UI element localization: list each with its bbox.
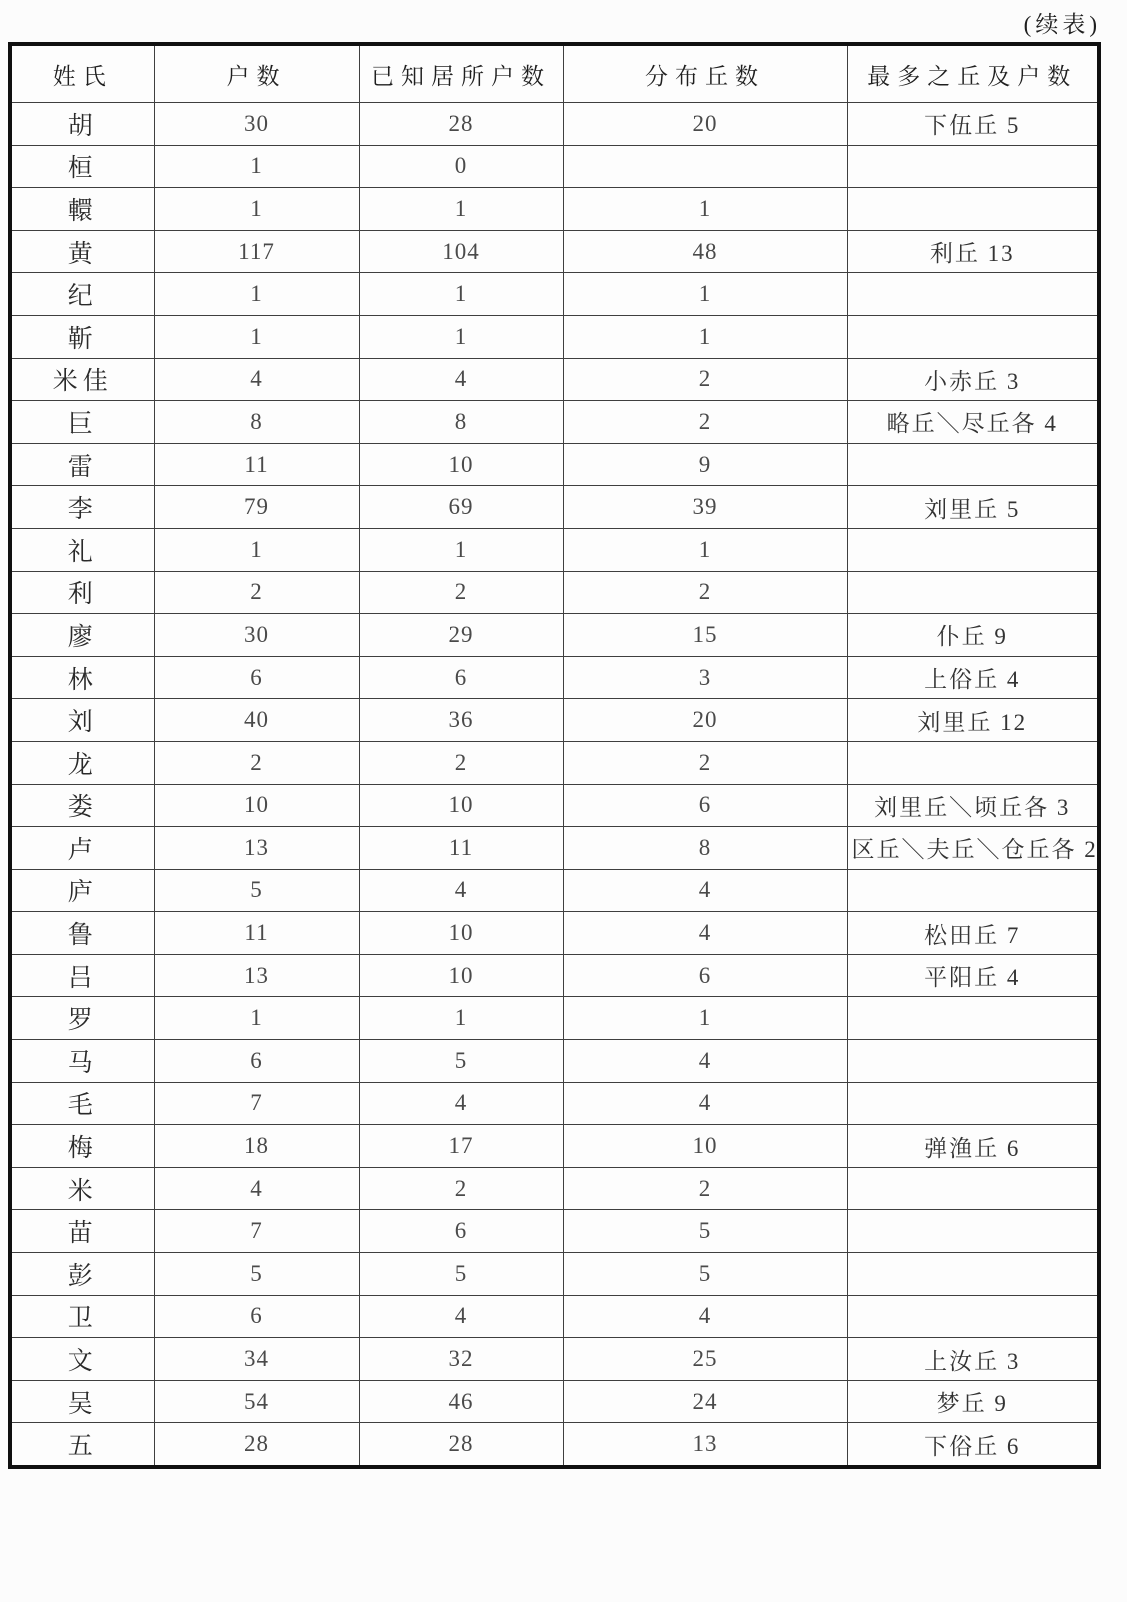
table-row: [10, 912, 1099, 955]
table-row: [10, 571, 1099, 614]
households-cell: 1: [154, 145, 359, 188]
households-cell: 8: [154, 401, 359, 444]
hills-cell: 10: [563, 1125, 847, 1168]
surname-cell: 靳: [10, 315, 154, 358]
table-row: [10, 401, 1099, 444]
known-residence-cell: 5: [359, 1253, 563, 1296]
hills-cell: 20: [563, 103, 847, 146]
hills-cell: 20: [563, 699, 847, 742]
surname-cell: 廖: [10, 614, 154, 657]
known-residence-cell: 4: [359, 358, 563, 401]
surname-cell: 毛: [10, 1082, 154, 1125]
column-header-known-residence: 已知居所户数: [359, 44, 563, 103]
known-residence-cell: 6: [359, 656, 563, 699]
table-row: [10, 1338, 1099, 1381]
hills-cell: 4: [563, 1082, 847, 1125]
known-residence-cell: 10: [359, 912, 563, 955]
table-row: [10, 443, 1099, 486]
known-residence-cell: 1: [359, 997, 563, 1040]
households-cell: 6: [154, 656, 359, 699]
known-residence-cell: 6: [359, 1210, 563, 1253]
top-hill-cell: [847, 273, 1099, 316]
households-cell: 4: [154, 1167, 359, 1210]
table-row: [10, 1253, 1099, 1296]
known-residence-cell: 104: [359, 230, 563, 273]
hills-cell: 5: [563, 1210, 847, 1253]
surname-cell: 彭: [10, 1253, 154, 1296]
top-hill-cell: 刘里丘 5: [847, 486, 1099, 529]
table-row: [10, 784, 1099, 827]
known-residence-cell: 1: [359, 528, 563, 571]
known-residence-cell: 32: [359, 1338, 563, 1381]
households-cell: 6: [154, 1295, 359, 1338]
hills-cell: 3: [563, 656, 847, 699]
known-residence-cell: 2: [359, 571, 563, 614]
top-hill-cell: 利丘 13: [847, 230, 1099, 273]
top-hill-cell: 小赤丘 3: [847, 358, 1099, 401]
households-cell: 79: [154, 486, 359, 529]
surname-cell: 巨: [10, 401, 154, 444]
hills-cell: 24: [563, 1380, 847, 1423]
top-hill-cell: 区丘＼夫丘＼仓丘各 2: [847, 827, 1099, 870]
households-cell: 7: [154, 1082, 359, 1125]
hills-cell: 4: [563, 912, 847, 955]
households-cell: 1: [154, 273, 359, 316]
top-hill-cell: [847, 188, 1099, 231]
hills-cell: 8: [563, 827, 847, 870]
hills-cell: 15: [563, 614, 847, 657]
known-residence-cell: 4: [359, 1082, 563, 1125]
hills-cell: 25: [563, 1338, 847, 1381]
top-hill-cell: 刘里丘 12: [847, 699, 1099, 742]
households-cell: 11: [154, 912, 359, 955]
surname-cell: 鲁: [10, 912, 154, 955]
hills-cell: 4: [563, 1295, 847, 1338]
hills-cell: 13: [563, 1423, 847, 1467]
table-row: [10, 1167, 1099, 1210]
top-hill-cell: 弹渔丘 6: [847, 1125, 1099, 1168]
top-hill-cell: [847, 1295, 1099, 1338]
table-row: [10, 1423, 1099, 1467]
known-residence-cell: 1: [359, 188, 563, 231]
table-row: [10, 954, 1099, 997]
known-residence-cell: 69: [359, 486, 563, 529]
known-residence-cell: 17: [359, 1125, 563, 1168]
households-cell: 117: [154, 230, 359, 273]
households-cell: 30: [154, 614, 359, 657]
column-header-top-hill: 最多之丘及户数: [847, 44, 1099, 103]
surname-cell: 林: [10, 656, 154, 699]
known-residence-cell: 1: [359, 273, 563, 316]
hills-cell: 2: [563, 358, 847, 401]
hills-cell: 6: [563, 954, 847, 997]
top-hill-cell: [847, 1040, 1099, 1083]
column-header-surname: 姓氏: [10, 44, 154, 103]
known-residence-cell: 1: [359, 315, 563, 358]
header-row: [10, 44, 1099, 103]
hills-cell: 1: [563, 528, 847, 571]
households-cell: 2: [154, 741, 359, 784]
surname-cell: 桓: [10, 145, 154, 188]
surname-cell: 米佳: [10, 358, 154, 401]
hills-cell: 4: [563, 1040, 847, 1083]
top-hill-cell: [847, 1082, 1099, 1125]
surname-cell: 罗: [10, 997, 154, 1040]
surname-cell: 刘: [10, 699, 154, 742]
table-row: [10, 273, 1099, 316]
households-cell: 1: [154, 997, 359, 1040]
hills-cell: 9: [563, 443, 847, 486]
table-row: [10, 869, 1099, 912]
known-residence-cell: 4: [359, 869, 563, 912]
top-hill-cell: [847, 145, 1099, 188]
hills-cell: 1: [563, 997, 847, 1040]
table-row: [10, 614, 1099, 657]
surname-cell: 吕: [10, 954, 154, 997]
top-hill-cell: 下俗丘 6: [847, 1423, 1099, 1467]
known-residence-cell: 10: [359, 443, 563, 486]
table-row: [10, 1210, 1099, 1253]
known-residence-cell: 36: [359, 699, 563, 742]
top-hill-cell: [847, 443, 1099, 486]
table-row: [10, 827, 1099, 870]
known-residence-cell: 11: [359, 827, 563, 870]
households-cell: 11: [154, 443, 359, 486]
table-row: [10, 741, 1099, 784]
households-cell: 34: [154, 1338, 359, 1381]
known-residence-cell: 8: [359, 401, 563, 444]
households-cell: 4: [154, 358, 359, 401]
hills-cell: 39: [563, 486, 847, 529]
table-row: [10, 188, 1099, 231]
surname-cell: 龙: [10, 741, 154, 784]
table-row: [10, 486, 1099, 529]
surname-cell: 五: [10, 1423, 154, 1467]
households-cell: 1: [154, 315, 359, 358]
known-residence-cell: 0: [359, 145, 563, 188]
top-hill-cell: [847, 1210, 1099, 1253]
surname-cell: 梅: [10, 1125, 154, 1168]
surname-cell: 利: [10, 571, 154, 614]
top-hill-cell: 仆丘 9: [847, 614, 1099, 657]
table-row: [10, 1040, 1099, 1083]
top-hill-cell: [847, 741, 1099, 784]
households-cell: 13: [154, 954, 359, 997]
households-cell: 1: [154, 528, 359, 571]
surname-cell: 文: [10, 1338, 154, 1381]
households-cell: 30: [154, 103, 359, 146]
top-hill-cell: [847, 869, 1099, 912]
hills-cell: 4: [563, 869, 847, 912]
surname-cell: 卫: [10, 1295, 154, 1338]
top-hill-cell: 刘里丘＼顷丘各 3: [847, 784, 1099, 827]
table-row: [10, 358, 1099, 401]
known-residence-cell: 4: [359, 1295, 563, 1338]
top-hill-cell: 松田丘 7: [847, 912, 1099, 955]
households-cell: 6: [154, 1040, 359, 1083]
table-header: [10, 44, 1099, 103]
top-hill-cell: [847, 528, 1099, 571]
table-row: [10, 1125, 1099, 1168]
table-row: [10, 656, 1099, 699]
households-cell: 54: [154, 1380, 359, 1423]
table-row: [10, 997, 1099, 1040]
top-hill-cell: [847, 571, 1099, 614]
surname-cell: 吴: [10, 1380, 154, 1423]
known-residence-cell: 46: [359, 1380, 563, 1423]
hills-cell: 5: [563, 1253, 847, 1296]
top-hill-cell: 上汝丘 3: [847, 1338, 1099, 1381]
households-cell: 13: [154, 827, 359, 870]
table-row: [10, 315, 1099, 358]
surname-cell: 娄: [10, 784, 154, 827]
hills-cell: 1: [563, 273, 847, 316]
hills-cell: 2: [563, 1167, 847, 1210]
known-residence-cell: 10: [359, 784, 563, 827]
surname-cell: 李: [10, 486, 154, 529]
known-residence-cell: 28: [359, 103, 563, 146]
households-cell: 40: [154, 699, 359, 742]
hills-cell: [563, 145, 847, 188]
surname-cell: 礼: [10, 528, 154, 571]
surname-cell: 雷: [10, 443, 154, 486]
table-row: [10, 1082, 1099, 1125]
hills-cell: 48: [563, 230, 847, 273]
surname-cell: 苗: [10, 1210, 154, 1253]
households-cell: 18: [154, 1125, 359, 1168]
column-header-hills: 分布丘数: [563, 44, 847, 103]
continued-table-label: (续表): [1023, 12, 1101, 37]
table-row: [10, 145, 1099, 188]
surname-cell: 轘: [10, 188, 154, 231]
top-hill-cell: [847, 315, 1099, 358]
households-cell: 1: [154, 188, 359, 231]
surname-statistics-table: [8, 42, 1101, 1469]
households-cell: 2: [154, 571, 359, 614]
surname-cell: 纪: [10, 273, 154, 316]
hills-cell: 2: [563, 741, 847, 784]
top-hill-cell: 梦丘 9: [847, 1380, 1099, 1423]
known-residence-cell: 2: [359, 741, 563, 784]
table-row: [10, 230, 1099, 273]
households-cell: 28: [154, 1423, 359, 1467]
known-residence-cell: 2: [359, 1167, 563, 1210]
table-row: [10, 1295, 1099, 1338]
surname-cell: 黄: [10, 230, 154, 273]
table-row: [10, 103, 1099, 146]
top-hill-cell: 下伍丘 5: [847, 103, 1099, 146]
surname-cell: 米: [10, 1167, 154, 1210]
top-hill-cell: 上俗丘 4: [847, 656, 1099, 699]
surname-cell: 卢: [10, 827, 154, 870]
column-header-households: 户数: [154, 44, 359, 103]
table-body: [10, 103, 1099, 1468]
hills-cell: 6: [563, 784, 847, 827]
surname-cell: 庐: [10, 869, 154, 912]
hills-cell: 2: [563, 401, 847, 444]
households-cell: 5: [154, 1253, 359, 1296]
top-hill-cell: [847, 997, 1099, 1040]
surname-cell: 马: [10, 1040, 154, 1083]
top-hill-cell: [847, 1253, 1099, 1296]
top-hill-cell: 略丘＼尽丘各 4: [847, 401, 1099, 444]
surname-cell: 胡: [10, 103, 154, 146]
table-row: [10, 699, 1099, 742]
hills-cell: 2: [563, 571, 847, 614]
known-residence-cell: 10: [359, 954, 563, 997]
households-cell: 10: [154, 784, 359, 827]
hills-cell: 1: [563, 315, 847, 358]
known-residence-cell: 5: [359, 1040, 563, 1083]
households-cell: 5: [154, 869, 359, 912]
known-residence-cell: 28: [359, 1423, 563, 1467]
known-residence-cell: 29: [359, 614, 563, 657]
top-hill-cell: [847, 1167, 1099, 1210]
households-cell: 7: [154, 1210, 359, 1253]
table-row: [10, 1380, 1099, 1423]
hills-cell: 1: [563, 188, 847, 231]
table-row: [10, 528, 1099, 571]
top-hill-cell: 平阳丘 4: [847, 954, 1099, 997]
